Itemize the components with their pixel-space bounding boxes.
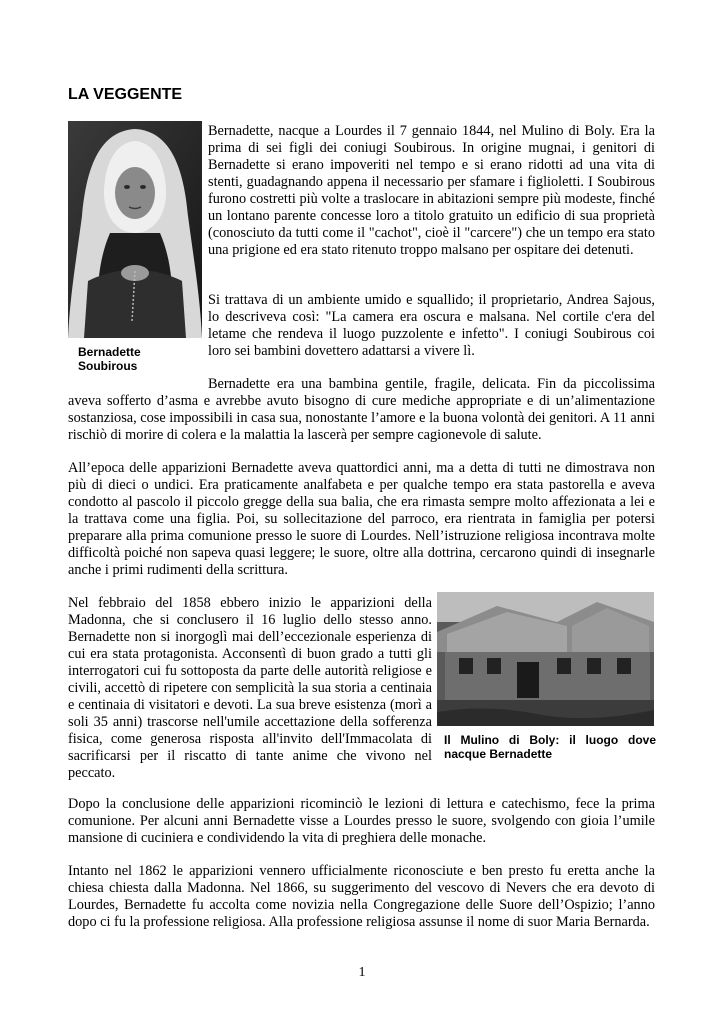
- mill-caption: Il Mulino di Boly: il luogo dove nacque Bernadette: [444, 733, 656, 761]
- mill-illustration: [437, 592, 654, 726]
- paragraph-5: Nel febbraio del 1858 ebbero inizio le apparizioni della Madonna, che si conclusero il 16 luglio dello stesso anno. Bernadette non si inorgoglì mai dell’eccezionale esperienza di cui era stata protagonista. Acconsentì di buon grado a tutti gli interrogatori cui fu sottoposta da parte delle autorità religiose e civili, accettò di ripetere con semplicità la sua storia a centinaia e centinaia di visitatori e devoti. La sua breve esistenza (morì a soli 35 anni) trascorse nell'umile accettazione della sofferenza fisica, come generosa risposta all'invito dell'Immacolata di sacrificarsi per il riscatto di tante anime che vivono nel peccato.: [68, 595, 432, 781]
- portrait-photo: [68, 121, 202, 338]
- paragraph-4: All’epoca delle apparizioni Bernadette aveva quattordici anni, ma a detta di tutti ne dimostrava non più di dieci o undici. Era praticamente analfabeta e per qualche tempo era stata pastorella e aveva condotto al pascolo il piccolo gregge della sua balia, che era rimasta sempre molto affezionata a lei e la trattava come una figlia. Poi, su sollecitazione del parroco, era rientrata in famiglia per potersi preparare alla prima comunione presso le suore di Lourdes. Nell’istruzione religiosa incontrava molte difficoltà poiché non sapeva quasi leggere; le suore, oltre alla dottrina, cercarono quindi di insegnarle anche i primi rudimenti della scrittura.: [68, 460, 655, 578]
- paragraph-6: Dopo la conclusione delle apparizioni ricominciò le lezioni di lettura e catechismo, fece la prima comunione. Per alcuni anni Bernadette visse a Lourdes presso le suore, svolgendo con gioia l’umile mansione di cuciniera e condividendo la vita di preghiera delle monache.: [68, 796, 655, 846]
- paragraph-3: Bernadette era una bambina gentile, fragile, delicata. Fin da piccolissima aveva sofferto d’asma e avrebbe avuto bisogno di cure mediche appropriate e di un’alimentazione sostanziosa, cose impossibili in casa sua, nonostante l’amore e la buona volontà dei genitori. A 11 anni rischiò di morire di colera e la malattia la lascerà per sempre cagionevole di salute.: [68, 376, 655, 443]
- paragraph-7: Intanto nel 1862 le apparizioni vennero ufficialmente riconosciute e ben presto fu eretta anche la chiesa chiesta dalla Madonna. Nel 1866, su suggerimento del vescovo di Nevers che era devoto di Lourdes, Bernadette fu accolta come novizia nella Congregazione delle Suore dell’Ospizio; l’anno dopo ci fu la professione religiosa. Alla professione religiosa assunse il nome di suor Maria Bernarda.: [68, 863, 655, 930]
- page-title: LA VEGGENTE: [68, 86, 183, 103]
- mill-photo: [437, 592, 654, 726]
- portrait-caption: Bernadette Soubirous: [78, 345, 141, 373]
- page-number: 1: [358, 965, 366, 980]
- portrait-illustration: [68, 121, 202, 338]
- paragraph-1: Bernadette, nacque a Lourdes il 7 gennaio 1844, nel Mulino di Boly. Era la prima di sei figli dei coniugi Soubirous. In origine mugnai, i genitori di Bernadette si erano impoveriti nel tempo e si erano ridotti ad una vita di stenti, guadagnando appena il necessario per sfamare i figlioletti. I Soubirous furono costretti più volte a traslocare in abitazioni sempre più modeste, finché un lontano parente concesse loro a titolo gratuito un edificio di sua proprietà (conosciuto da tutti come il "cachot", cioè il "carcere") che un tempo era stato una prigione ed era stato ritenuto troppo malsano per ospitare dei detenuti.: [208, 123, 655, 258]
- paragraph-2: Si trattava di un ambiente umido e squallido; il proprietario, Andrea Sajous, lo descriveva così: "La camera era oscura e malsana. Nel cortile c'era del letame che rendeva il luogo puzzolente e infetto". I coniugi Soubirous coi loro sei bambini dovettero adattarsi a vivere lì.: [208, 292, 655, 359]
